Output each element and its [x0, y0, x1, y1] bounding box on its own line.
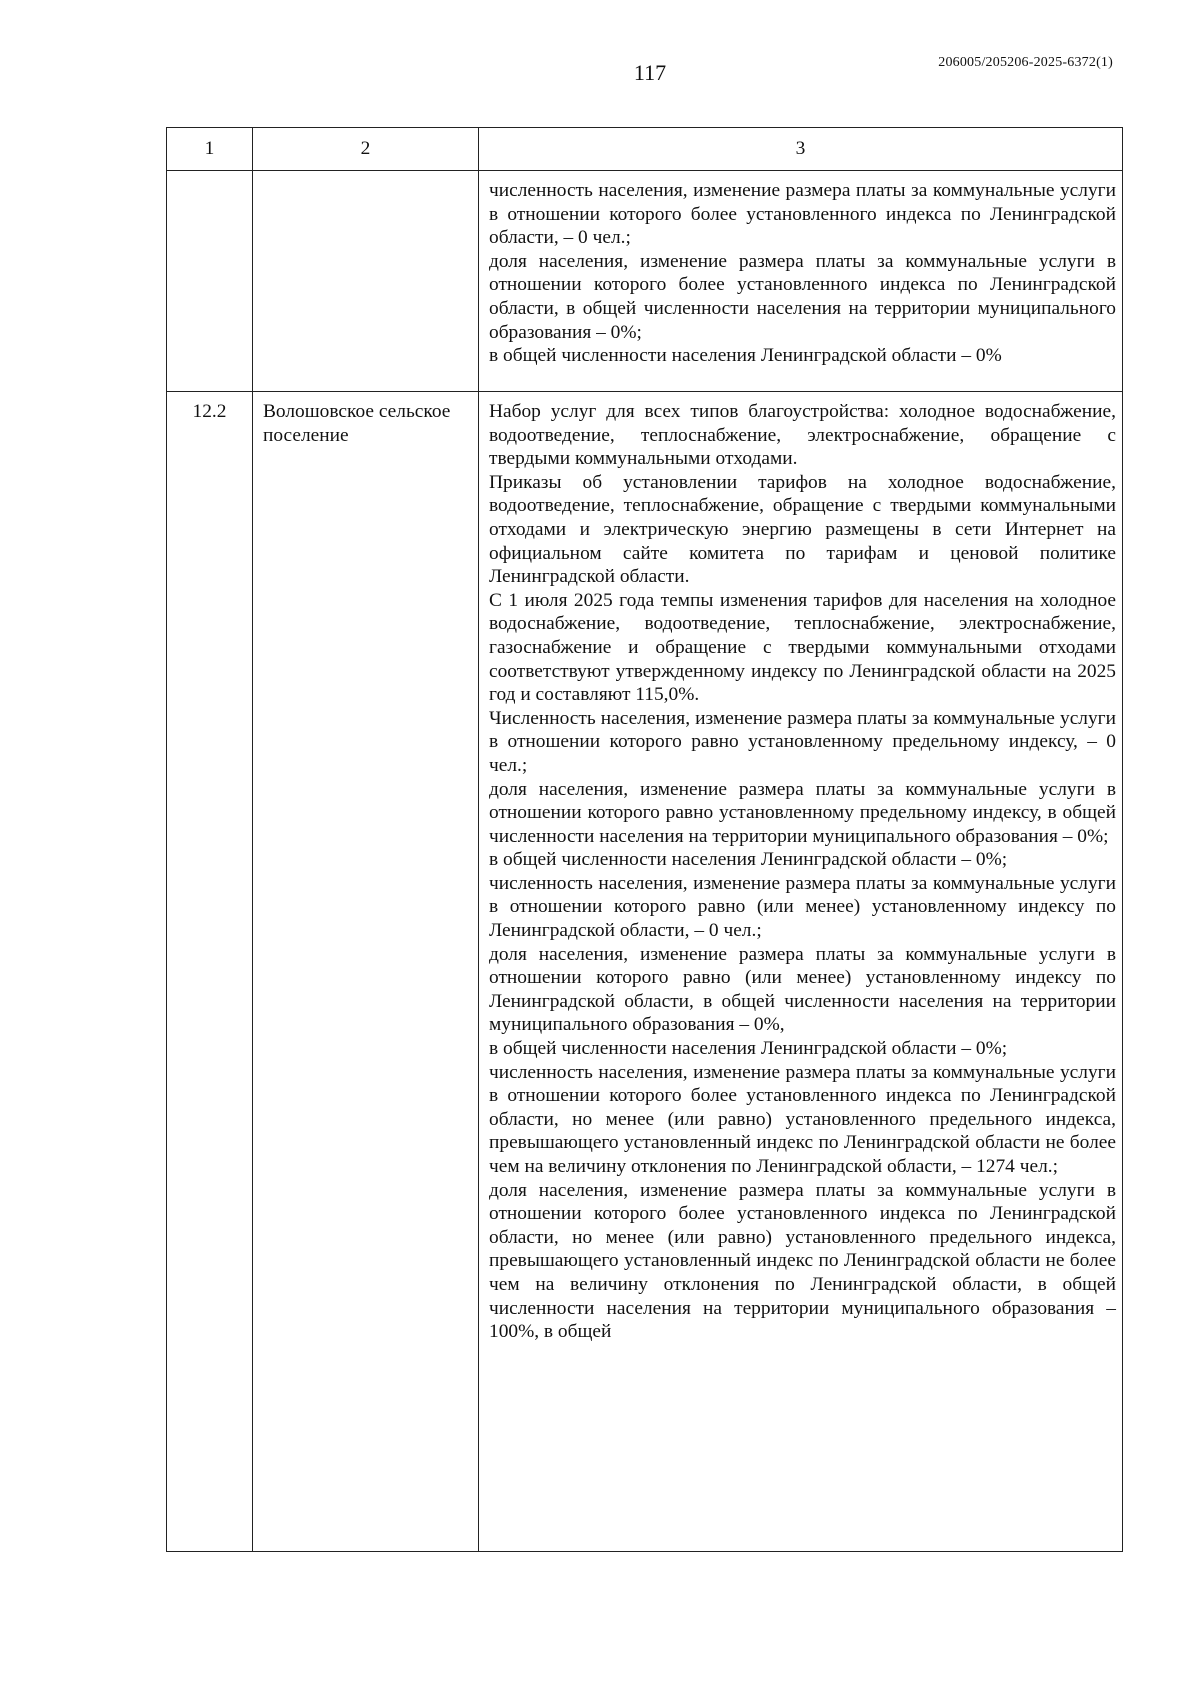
- description-cell: [479, 392, 1123, 1552]
- column-header-1: 1: [167, 128, 253, 171]
- description-paragraph: численность населения, изменение размера платы за коммунальные услуги в отношении которого более установленного индекса по Ленинградской области, но менее (или равно) установленного предельного индекса, превышающего установленный индекс по Ленинградской области не более чем на величину отклонения по Ленинградской области, – 1274 чел.;: [489, 1061, 1116, 1177]
- column-header-2: 2: [253, 128, 479, 171]
- description-paragraph: доля населения, изменение размера платы за коммунальные услуги в отношении которого более установленного индекса по Ленинградской области, но менее (или равно) установленного предельного индекса, превышающего установленный индекс по Ленинградской области не более чем на величину отклонения по Ленинградской области, в общей численности населения на территории муниципального образования – 100%, в общей: [489, 1179, 1116, 1343]
- table-row: [167, 171, 1123, 392]
- description-paragraph: в общей численности населения Ленинградской области – 0%: [489, 345, 1002, 367]
- description-paragraph: численность населения, изменение размера платы за коммунальные услуги в отношении которого равно (или менее) установленному индексу по Ленинградской области, – 0 чел.;: [489, 872, 1116, 942]
- description-paragraph: доля населения, изменение размера платы за коммунальные услуги в отношении которого равно (или менее) установленному индексу по Ленинградской области, в общей численности населения на территории муниципального образования – 0%,: [489, 943, 1116, 1036]
- description-paragraph: Приказы об установлении тарифов на холодное водоснабжение, водоотведение, теплоснабжение, обращение с твердыми коммунальными отходами и электрическую энергию размещены в сети Интернет на официальном сайте комитета по тарифам и ценовой политике Ленинградской области.: [489, 471, 1116, 588]
- row-number-cell: 12.2: [167, 392, 253, 1552]
- page-number: 117: [633, 60, 667, 85]
- document-id: 206005/205206-2025-6372(1): [938, 55, 1113, 70]
- table-row: [167, 392, 1123, 1552]
- indicators-table: [166, 127, 1123, 1552]
- description-paragraph: в общей численности населения Ленинградской области – 0%;: [489, 849, 1008, 871]
- description-paragraph: Набор услуг для всех типов благоустройства: холодное водоснабжение, водоотведение, теплоснабжение, электроснабжение, обращение с твердыми коммунальными отходами.: [489, 401, 1116, 470]
- column-header-3: 3: [479, 128, 1123, 171]
- description-paragraph: численность населения, изменение размера платы за коммунальные услуги в отношении которого более установленного индекса по Ленинградской области, – 0 чел.;: [489, 180, 1116, 249]
- description-cell: [479, 171, 1123, 392]
- row-number-cell: [167, 171, 253, 392]
- description-paragraph: доля населения, изменение размера платы за коммунальные услуги в отношении которого более установленного индекса по Ленинградской области, в общей численности населения на территории муниципального образования – 0%;: [489, 250, 1116, 343]
- description-paragraph: С 1 июля 2025 года темпы изменения тарифов для населения на холодное водоснабжение, водоотведение, теплоснабжение, электроснабжение, газоснабжение и обращение с твердыми коммунальными отходами соответствуют утвержденному индексу по Ленинградской области на 2025 год и составляют 115,0%.: [489, 589, 1116, 706]
- table-header-row: [167, 128, 1123, 171]
- municipality-name-cell: [253, 171, 479, 392]
- description-paragraph: доля населения, изменение размера платы за коммунальные услуги в отношении которого равно установленному предельному индексу, в общей численности населения на территории муниципального образования – 0%;: [489, 778, 1116, 847]
- description-paragraph: в общей численности населения Ленинградской области – 0%;: [489, 1038, 1008, 1060]
- municipality-name-cell: Волошовское сельское поселение: [253, 392, 479, 1552]
- description-paragraph: Численность населения, изменение размера платы за коммунальные услуги в отношении которого равно установленному предельному индексу, – 0 чел.;: [489, 707, 1116, 776]
